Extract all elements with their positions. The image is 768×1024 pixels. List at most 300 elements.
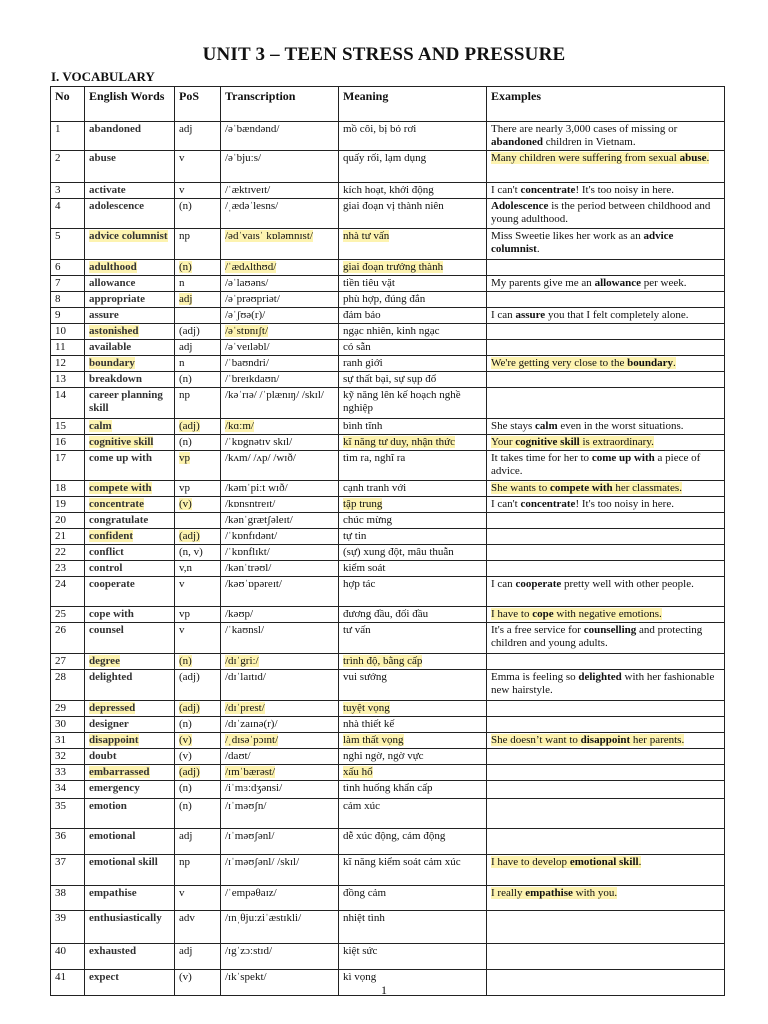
cell-no-text: 35: [55, 800, 66, 812]
cell-meaning: [339, 829, 487, 855]
cell-meaning: [339, 292, 487, 308]
cell-pos-text: adj: [179, 123, 193, 135]
table-row: [51, 151, 725, 183]
cell-meaning: [339, 260, 487, 276]
table-row: [51, 717, 725, 733]
cell-meaning-text: (sự) xung đột, mâu thuẫn: [343, 546, 454, 558]
cell-meaning-text: tuyệt vọng: [343, 702, 390, 714]
cell-pos-text: (n): [179, 373, 192, 385]
cell-english-word-text: delighted: [89, 671, 133, 683]
cell-pos-text: (adj): [179, 530, 200, 542]
cell-no-text: 40: [55, 945, 66, 957]
cell-no: [51, 451, 85, 481]
table-row: [51, 529, 725, 545]
cell-example-text: Adolescence is the period between childhood and young adulthood.: [491, 200, 711, 225]
cell-english-word: [85, 419, 175, 435]
cell-no: [51, 199, 85, 229]
cell-transcription: [221, 749, 339, 765]
cell-meaning: [339, 151, 487, 183]
cell-transcription: [221, 419, 339, 435]
cell-english-word: [85, 701, 175, 717]
cell-pos-text: vp: [179, 608, 190, 620]
cell-english-word-text: concentrate: [89, 498, 144, 510]
cell-pos: [175, 911, 221, 944]
cell-english-word-text: boundary: [89, 357, 135, 369]
cell-transcription-text: /ədˈvaɪsˈ kɒləmnɪst/: [225, 230, 313, 242]
cell-no: [51, 276, 85, 292]
cell-example-text: Miss Sweetie likes her work as an advice columnist.: [491, 230, 674, 255]
cell-english-word-text: advice columnist: [89, 230, 168, 242]
cell-transcription: [221, 701, 339, 717]
cell-pos-text: (n): [179, 718, 192, 730]
cell-english-word-text: career planning skill: [89, 389, 163, 414]
cell-meaning: [339, 855, 487, 886]
cell-no: [51, 561, 85, 577]
cell-example: [487, 372, 725, 388]
cell-no-text: 37: [55, 856, 66, 868]
column-header-no: No: [51, 87, 85, 122]
page-number: 1: [381, 983, 387, 997]
cell-no: [51, 324, 85, 340]
cell-meaning-text: nghi ngờ, ngờ vực: [343, 750, 424, 762]
table-row: [51, 308, 725, 324]
cell-pos: [175, 122, 221, 151]
cell-transcription-text: /daʊt/: [225, 750, 251, 762]
cell-example: [487, 944, 725, 970]
cell-pos: [175, 229, 221, 260]
cell-pos: [175, 451, 221, 481]
cell-no-text: 12: [55, 357, 66, 369]
cell-pos: [175, 372, 221, 388]
cell-example-text: She wants to compete with her classmates.: [491, 482, 682, 494]
cell-transcription-text: /ˈkaʊnsl/: [225, 624, 265, 636]
cell-no: [51, 717, 85, 733]
cell-transcription-text: /dɪˈprest/: [225, 702, 265, 714]
cell-example: [487, 451, 725, 481]
cell-meaning-text: nhà thiết kế: [343, 718, 395, 730]
cell-no: [51, 911, 85, 944]
cell-example: [487, 199, 725, 229]
cell-transcription: [221, 654, 339, 670]
cell-no: [51, 340, 85, 356]
cell-meaning-text: dễ xúc động, cảm động: [343, 830, 446, 842]
cell-no-text: 31: [55, 734, 66, 746]
cell-transcription-text: /əˈbjuːs/: [225, 152, 262, 164]
column-header-transcription: Transcription: [221, 87, 339, 122]
cell-example: [487, 799, 725, 829]
cell-english-word: [85, 451, 175, 481]
cell-pos-text: (n, v): [179, 546, 203, 558]
cell-meaning: [339, 229, 487, 260]
cell-no: [51, 799, 85, 829]
column-header-pos: PoS: [175, 87, 221, 122]
cell-meaning-text: tư vấn: [343, 624, 371, 636]
cell-transcription: [221, 151, 339, 183]
cell-no-text: 20: [55, 514, 66, 526]
cell-example: [487, 829, 725, 855]
cell-pos-text: (v): [179, 734, 192, 746]
column-header-examples: Examples: [487, 87, 725, 122]
cell-english-word-text: adolescence: [89, 200, 144, 212]
cell-pos-text: n: [179, 357, 185, 369]
cell-pos-text: v: [179, 887, 185, 899]
cell-pos: [175, 623, 221, 654]
cell-pos-text: np: [179, 230, 190, 242]
cell-pos: [175, 340, 221, 356]
cell-english-word-text: cooperate: [89, 578, 135, 590]
cell-pos: [175, 607, 221, 623]
cell-english-word-text: available: [89, 341, 132, 353]
cell-transcription-text: /ˈkɒgnətɪv skɪl/: [225, 436, 293, 448]
cell-example-text: I can assure you that I felt completely alone.: [491, 309, 689, 321]
cell-meaning-text: kĩ năng kiểm soát cảm xúc: [343, 856, 461, 868]
cell-transcription: [221, 799, 339, 829]
cell-transcription: [221, 733, 339, 749]
cell-meaning-text: vui sướng: [343, 671, 387, 683]
cell-transcription-text: /ɪˈməʊʃn/: [225, 800, 267, 812]
cell-pos: [175, 781, 221, 799]
cell-english-word-text: activate: [89, 184, 126, 196]
cell-english-word: [85, 749, 175, 765]
cell-english-word-text: breakdown: [89, 373, 142, 385]
cell-no-text: 21: [55, 530, 66, 542]
cell-example: [487, 276, 725, 292]
cell-pos-text: (n): [179, 800, 192, 812]
cell-english-word-text: adulthood: [89, 261, 137, 273]
cell-no: [51, 229, 85, 260]
cell-meaning: [339, 276, 487, 292]
cell-english-word: [85, 829, 175, 855]
cell-pos-text: n: [179, 277, 185, 289]
cell-meaning-text: đương đầu, đối đầu: [343, 608, 429, 620]
cell-no-text: 2: [55, 152, 61, 164]
vocabulary-table: [50, 86, 725, 996]
cell-meaning: [339, 944, 487, 970]
cell-transcription-text: /ˈbaʊndri/: [225, 357, 269, 369]
cell-pos: [175, 577, 221, 607]
cell-meaning: [339, 886, 487, 911]
table-row: [51, 497, 725, 513]
cell-no-text: 17: [55, 452, 66, 464]
cell-pos-text: adj: [179, 293, 193, 305]
cell-english-word: [85, 733, 175, 749]
cell-transcription-text: /ˈæktɪveɪt/: [225, 184, 271, 196]
cell-meaning-text: kì vọng: [343, 971, 377, 983]
table-row: [51, 911, 725, 944]
cell-transcription-text: /dɪˈzaɪnə(r)/: [225, 718, 278, 730]
cell-transcription-text: /iˈmɜːdʒənsi/: [225, 782, 283, 794]
cell-example-text: I have to cope with negative emotions.: [491, 608, 662, 620]
vocabulary-body: [51, 122, 725, 996]
cell-meaning: [339, 199, 487, 229]
cell-pos-text: (adj): [179, 766, 200, 778]
cell-english-word-text: appropriate: [89, 293, 146, 305]
cell-meaning: [339, 356, 487, 372]
cell-transcription: [221, 481, 339, 497]
cell-transcription-text: /ɪkˈspekt/: [225, 971, 267, 983]
cell-meaning: [339, 388, 487, 419]
cell-english-word: [85, 886, 175, 911]
cell-example-text: There are nearly 3,000 cases of missing or abandoned children in Vietnam.: [491, 123, 678, 148]
table-row: [51, 183, 725, 199]
cell-pos: [175, 388, 221, 419]
cell-english-word: [85, 607, 175, 623]
cell-example: [487, 886, 725, 911]
cell-pos: [175, 260, 221, 276]
cell-transcription: [221, 308, 339, 324]
cell-no: [51, 260, 85, 276]
cell-meaning-text: trình độ, bằng cấp: [343, 655, 423, 667]
cell-pos: [175, 799, 221, 829]
cell-meaning-text: cảm xúc: [343, 800, 380, 812]
cell-pos-text: adj: [179, 341, 193, 353]
cell-transcription: [221, 561, 339, 577]
cell-english-word-text: embarrassed: [89, 766, 150, 778]
cell-no: [51, 944, 85, 970]
table-row: [51, 324, 725, 340]
cell-meaning: [339, 781, 487, 799]
cell-english-word: [85, 183, 175, 199]
cell-transcription-text: /ˈempəθaɪz/: [225, 887, 277, 899]
cell-example: [487, 529, 725, 545]
cell-english-word: [85, 122, 175, 151]
cell-example: [487, 513, 725, 529]
cell-meaning: [339, 513, 487, 529]
cell-example: [487, 183, 725, 199]
cell-meaning-text: bình tĩnh: [343, 420, 383, 432]
cell-english-word-text: confident: [89, 530, 133, 542]
table-row: [51, 733, 725, 749]
cell-example: [487, 388, 725, 419]
table-row: [51, 855, 725, 886]
table-row: [51, 199, 725, 229]
cell-transcription-text: /kəmˈpiːt wɪð/: [225, 482, 288, 494]
cell-meaning-text: tự tin: [343, 530, 367, 542]
cell-english-word: [85, 229, 175, 260]
cell-meaning: [339, 701, 487, 717]
cell-pos-text: v: [179, 624, 185, 636]
cell-no: [51, 481, 85, 497]
cell-transcription: [221, 276, 339, 292]
cell-example: [487, 419, 725, 435]
cell-meaning-text: ranh giới: [343, 357, 383, 369]
column-header-meaning: Meaning: [339, 87, 487, 122]
cell-english-word: [85, 308, 175, 324]
cell-example: [487, 749, 725, 765]
cell-no-text: 6: [55, 261, 61, 273]
cell-example: [487, 717, 725, 733]
cell-meaning: [339, 670, 487, 701]
cell-english-word-text: degree: [89, 655, 120, 667]
cell-no: [51, 829, 85, 855]
cell-no-text: 36: [55, 830, 66, 842]
cell-no-text: 4: [55, 200, 61, 212]
cell-meaning-text: làm thất vọng: [343, 734, 404, 746]
cell-pos-text: (v): [179, 971, 192, 983]
cell-meaning-text: phù hợp, đúng đắn: [343, 293, 426, 305]
cell-english-word-text: allowance: [89, 277, 136, 289]
cell-pos: [175, 829, 221, 855]
cell-meaning: [339, 577, 487, 607]
table-row: [51, 372, 725, 388]
cell-no: [51, 435, 85, 451]
cell-pos-text: (n): [179, 200, 192, 212]
cell-transcription-text: /ɪˈməʊʃənl/ /skɪl/: [225, 856, 300, 868]
cell-pos-text: vp: [179, 452, 190, 464]
cell-no-text: 24: [55, 578, 66, 590]
cell-no-text: 22: [55, 546, 66, 558]
cell-meaning-text: có sẵn: [343, 341, 371, 353]
table-row: [51, 122, 725, 151]
cell-meaning: [339, 324, 487, 340]
cell-english-word-text: expect: [89, 971, 119, 983]
table-row: [51, 701, 725, 717]
cell-no: [51, 545, 85, 561]
cell-meaning: [339, 183, 487, 199]
cell-pos: [175, 199, 221, 229]
cell-no-text: 41: [55, 971, 66, 983]
cell-no: [51, 607, 85, 623]
cell-meaning-text: hợp tác: [343, 578, 376, 590]
cell-pos: [175, 183, 221, 199]
cell-transcription: [221, 623, 339, 654]
cell-pos: [175, 324, 221, 340]
cell-english-word: [85, 654, 175, 670]
cell-example-text: My parents give me an allowance per week.: [491, 277, 687, 289]
cell-meaning-text: tìm ra, nghĩ ra: [343, 452, 406, 464]
cell-pos-text: vp: [179, 482, 190, 494]
cell-meaning-text: đồng cảm: [343, 887, 387, 899]
cell-no-text: 38: [55, 887, 66, 899]
table-row: [51, 419, 725, 435]
cell-transcription-text: /əˈlaʊəns/: [225, 277, 269, 289]
cell-meaning: [339, 607, 487, 623]
cell-english-word: [85, 372, 175, 388]
cell-transcription: [221, 356, 339, 372]
cell-example: [487, 435, 725, 451]
cell-english-word: [85, 717, 175, 733]
cell-pos: [175, 765, 221, 781]
cell-meaning-text: ngạc nhiên, kinh ngạc: [343, 325, 440, 337]
cell-meaning: [339, 911, 487, 944]
cell-meaning: [339, 372, 487, 388]
cell-meaning-text: tiền tiêu vặt: [343, 277, 395, 289]
cell-transcription: [221, 577, 339, 607]
cell-english-word: [85, 670, 175, 701]
cell-no-text: 32: [55, 750, 66, 762]
cell-transcription-text: /ˈkɒnfɪdənt/: [225, 530, 278, 542]
cell-pos-text: adv: [179, 912, 195, 924]
cell-transcription: [221, 388, 339, 419]
cell-no-text: 11: [55, 341, 66, 353]
cell-pos-text: (n): [179, 261, 192, 273]
cell-example: [487, 654, 725, 670]
cell-no-text: 15: [55, 420, 66, 432]
cell-transcription: [221, 717, 339, 733]
table-row: [51, 607, 725, 623]
cell-meaning: [339, 545, 487, 561]
cell-meaning-text: kiệt sức: [343, 945, 378, 957]
cell-meaning-text: cạnh tranh với: [343, 482, 407, 494]
table-row: [51, 749, 725, 765]
cell-english-word: [85, 765, 175, 781]
cell-english-word-text: congratulate: [89, 514, 149, 526]
cell-no-text: 27: [55, 655, 66, 667]
table-row: [51, 292, 725, 308]
cell-pos: [175, 733, 221, 749]
cell-no: [51, 701, 85, 717]
cell-pos-text: (adj): [179, 420, 200, 432]
cell-transcription-text: /ɪnˌθjuːziˈæstɪkli/: [225, 912, 302, 924]
cell-pos: [175, 356, 221, 372]
table-row: [51, 829, 725, 855]
cell-transcription-text: /ˈbreɪkdaʊn/: [225, 373, 280, 385]
cell-no: [51, 372, 85, 388]
cell-transcription: [221, 529, 339, 545]
cell-transcription-text: /kʌm/ /ʌp/ /wɪð/: [225, 452, 296, 464]
cell-no: [51, 513, 85, 529]
cell-no: [51, 308, 85, 324]
cell-transcription: [221, 944, 339, 970]
cell-no: [51, 529, 85, 545]
cell-transcription-text: /ɪmˈbærəst/: [225, 766, 276, 778]
cell-transcription-text: /ˈædʌlthʊd/: [225, 261, 277, 273]
cell-no: [51, 670, 85, 701]
section-heading: I. VOCABULARY: [51, 69, 155, 84]
cell-pos: [175, 513, 221, 529]
cell-no: [51, 733, 85, 749]
cell-example: [487, 623, 725, 654]
cell-transcription: [221, 545, 339, 561]
cell-pos: [175, 717, 221, 733]
cell-no-text: 7: [55, 277, 61, 289]
table-row: [51, 276, 725, 292]
cell-meaning: [339, 623, 487, 654]
cell-meaning-text: mồ côi, bị bỏ rơi: [343, 123, 417, 135]
cell-meaning: [339, 451, 487, 481]
cell-english-word-text: emotional: [89, 830, 136, 842]
cell-english-word: [85, 781, 175, 799]
cell-example-text: I can't concentrate! It's too noisy in here.: [491, 184, 674, 196]
cell-english-word: [85, 356, 175, 372]
table-row: [51, 229, 725, 260]
cell-english-word-text: assure: [89, 309, 119, 321]
cell-no-text: 25: [55, 608, 66, 620]
page-title: UNIT 3 – TEEN STRESS AND PRESSURE: [202, 44, 566, 65]
cell-transcription-text: /dɪˈgriː/: [225, 655, 259, 667]
cell-english-word: [85, 529, 175, 545]
cell-english-word: [85, 481, 175, 497]
cell-english-word: [85, 497, 175, 513]
cell-transcription-text: /ɪgˈzɔːstɪd/: [225, 945, 273, 957]
cell-no: [51, 654, 85, 670]
cell-english-word-text: astonished: [89, 325, 139, 337]
cell-pos: [175, 151, 221, 183]
table-row: [51, 545, 725, 561]
cell-meaning-text: kích hoạt, khởi động: [343, 184, 434, 196]
table-row: [51, 623, 725, 654]
cell-no: [51, 765, 85, 781]
cell-english-word-text: emotion: [89, 800, 127, 812]
cell-example: [487, 855, 725, 886]
cell-english-word: [85, 324, 175, 340]
cell-no-text: 10: [55, 325, 66, 337]
cell-pos-text: v: [179, 184, 185, 196]
cell-transcription: [221, 855, 339, 886]
cell-no-text: 30: [55, 718, 66, 730]
cell-pos: [175, 545, 221, 561]
cell-pos: [175, 886, 221, 911]
